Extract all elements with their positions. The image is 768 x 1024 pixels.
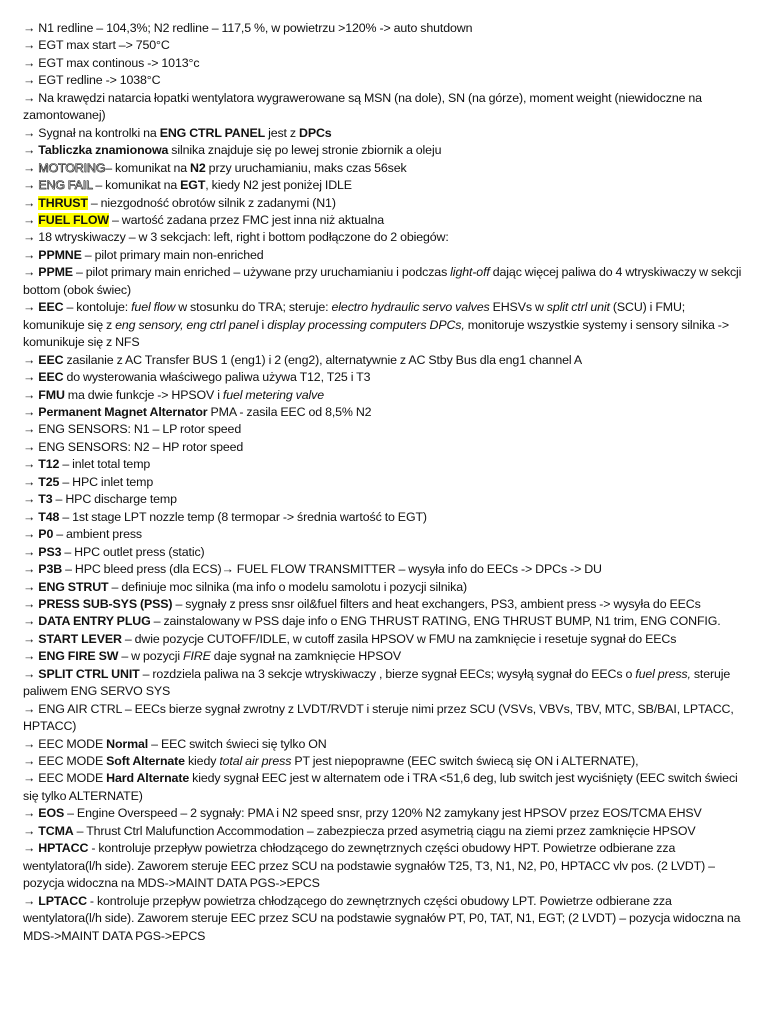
- text-segment: dając więcej paliwa do 4 wtryskiwaczy w sekcji bottom (obok świec): [23, 265, 742, 297]
- text-segment: (SCU) i FMU; komunikuje się z: [23, 300, 686, 332]
- text-segment: →: [23, 195, 39, 210]
- bold-term: PRESS SUB-SYS (PSS): [38, 596, 173, 611]
- text-segment: →: [23, 527, 39, 542]
- italic-term: fuel press,: [635, 666, 691, 681]
- note-line: [23, 631, 746, 648]
- bold-term: P3B: [38, 562, 63, 577]
- text-segment: →: [23, 893, 39, 908]
- note-line: [23, 893, 746, 945]
- bold-term: EOS: [38, 806, 65, 821]
- text-segment: → N1 redline – 104,3%; N2 redline – 117,5 %, w powietrzu >120% -> auto shutdown: [23, 21, 473, 35]
- text-segment: →: [23, 143, 39, 158]
- text-segment: →: [23, 265, 39, 280]
- text-segment: – HPC discharge temp: [52, 492, 177, 507]
- note-line: [23, 648, 746, 665]
- bold-term: LPTACC: [38, 893, 87, 908]
- italic-term: fuel flow: [131, 300, 176, 315]
- bold-term: START LEVER: [38, 631, 122, 646]
- note-line: [23, 579, 746, 596]
- text-segment: → ENG SENSORS: N2 – HP rotor speed: [23, 439, 244, 454]
- bold-term: EEC: [38, 300, 64, 315]
- text-segment: →: [23, 666, 39, 681]
- text-segment: →: [23, 300, 39, 315]
- bold-term: THRUST: [38, 195, 88, 210]
- text-segment: →: [23, 457, 39, 472]
- text-segment: EHSVs w: [489, 300, 547, 315]
- text-segment: – pilot primary main enriched – używane przy uruchamianiu i podczas: [72, 265, 451, 280]
- text-segment: →: [23, 614, 39, 629]
- note-line: [23, 613, 746, 630]
- bold-term: ENG FIRE SW: [38, 649, 119, 664]
- text-segment: – definiuje moc silnika (ma info o modelu samolotu i pozycji silnika): [108, 579, 468, 594]
- bold-term: ENG CTRL PANEL: [159, 125, 266, 140]
- bold-term: Soft Alternate: [106, 754, 185, 769]
- text-segment: – inlet total temp: [59, 457, 151, 472]
- text-segment: daje sygnał na zamknięcie HPSOV: [210, 649, 402, 664]
- text-segment: w stosunku do TRA; steruje:: [175, 300, 332, 315]
- bold-term: FMU: [38, 387, 65, 402]
- note-line: [23, 247, 746, 264]
- note-line: [23, 701, 746, 736]
- note-line: [23, 456, 746, 473]
- text-segment: →: [23, 579, 39, 594]
- text-segment: → ENG AIR CTRL – EECs bierze sygnał zwrotny z LVDT/RVDT i steruje nimi przez SCU (VSVs, VBVs, TBV, MTC, SB/BAI, LPTACC, HPTACC): [23, 701, 734, 734]
- text-segment: PT jest niepoprawne (EEC switch świecą się ON i ALTERNATE),: [291, 754, 639, 769]
- text-segment: →: [23, 806, 39, 821]
- text-segment: – sygnały z press snsr oil&fuel filters and heat exchangers, PS3, ambient press -> wysyła do EECs: [172, 596, 701, 611]
- text-segment: kiedy: [184, 754, 220, 769]
- text-segment: – EEC switch świeci się tylko ON: [148, 736, 327, 751]
- text-segment: – niezgodność obrotów silnik z zadanymi (N1): [87, 195, 336, 210]
- bold-term: P0: [38, 527, 54, 542]
- bold-term: SPLIT CTRL UNIT: [38, 666, 140, 681]
- italic-term: total air press: [219, 754, 292, 769]
- note-line: [23, 125, 746, 142]
- text-segment: → EEC MODE: [23, 771, 107, 786]
- text-segment: – HPC inlet temp: [59, 474, 154, 489]
- bold-term: Permanent Magnet Alternator: [38, 404, 208, 419]
- text-segment: →: [23, 544, 39, 559]
- bold-term: EEC: [38, 352, 64, 367]
- text-segment: – kontoluje:: [63, 300, 132, 315]
- bold-term: PPMNE: [38, 247, 82, 262]
- note-line: [23, 369, 746, 386]
- text-segment: → EGT redline -> 1038°C: [23, 73, 161, 88]
- note-line: [23, 421, 746, 438]
- text-segment: – dwie pozycje CUTOFF/IDLE, w cutoff zasila HPSOV w FMU na zamknięcie i resetuje sygnał do EECs: [121, 631, 677, 646]
- note-line: [23, 561, 746, 578]
- text-segment: → EEC MODE: [23, 736, 107, 751]
- text-segment: – komunikat na: [105, 160, 191, 175]
- text-segment: kiedy sygnał EEC jest w alternatem ode i TRA <51,6 deg, lub switch jest wyciśnięty (EEC switch świeci się tylko ALTERNATE): [23, 771, 738, 803]
- bold-term: PS3: [38, 544, 62, 559]
- text-segment: steruje paliwem ENG SERVO SYS: [23, 666, 731, 699]
- text-segment: przy uruchamianiu, maks czas 56sek: [205, 160, 407, 175]
- text-segment: ma dwie funkcje -> HPSOV i: [64, 387, 223, 402]
- text-segment: →: [23, 178, 39, 193]
- text-segment: – pilot primary main non-enriched: [81, 247, 264, 262]
- bold-term: ENG STRUT: [38, 579, 109, 594]
- italic-term: eng sensory, eng ctrl panel: [115, 317, 259, 332]
- note-line: [23, 526, 746, 543]
- note-line: [23, 404, 746, 421]
- bold-term: Tabliczka znamionowa: [38, 143, 169, 158]
- text-segment: →: [23, 509, 39, 524]
- text-segment: – zainstalowany w PSS daje info o ENG THRUST RATING, ENG THRUST BUMP, N1 trim, ENG CONFIG.: [150, 614, 721, 629]
- text-segment: →: [23, 352, 39, 367]
- note-line: [23, 823, 746, 840]
- note-line: [23, 439, 746, 456]
- text-segment: – Thrust Ctrl Malufunction Accommodation – zabezpiecza przed asymetrią ciągu na ziemi przez zamknięcie HPSOV: [73, 823, 696, 838]
- text-segment: →: [23, 649, 39, 664]
- outlined-term: ENG FAIL: [38, 178, 93, 193]
- text-segment: →: [23, 596, 39, 611]
- note-line: [23, 509, 746, 526]
- text-segment: – HPC outlet press (static): [61, 544, 205, 559]
- note-line: [23, 264, 746, 299]
- note-line: [23, 160, 746, 177]
- text-segment: →: [23, 631, 39, 646]
- note-line: [23, 840, 746, 892]
- note-line: [23, 753, 746, 770]
- note-line: [23, 20, 746, 37]
- text-segment: →: [23, 247, 39, 262]
- bold-term: FUEL FLOW: [38, 212, 109, 227]
- note-line: [23, 596, 746, 613]
- text-segment: silnika znajduje się po lewej stronie zbiornik a oleju: [168, 143, 442, 158]
- note-line: [23, 55, 746, 72]
- text-segment: → EEC MODE: [23, 754, 107, 769]
- text-segment: → ENG SENSORS: N1 – LP rotor speed: [23, 422, 242, 437]
- text-segment: → Sygnał na kontrolki na: [23, 125, 160, 140]
- bold-term: TCMA: [38, 823, 74, 838]
- text-segment: jest z: [265, 125, 299, 140]
- text-segment: →: [23, 841, 39, 856]
- text-segment: – w pozycji: [118, 649, 184, 664]
- text-segment: , kiedy N2 jest poniżej IDLE: [205, 178, 352, 193]
- bold-term: Hard Alternate: [106, 771, 190, 786]
- bold-term: EEC: [38, 370, 64, 385]
- italic-term: FIRE: [183, 649, 211, 664]
- bold-term: DATA ENTRY PLUG: [38, 614, 151, 629]
- text-segment: → Na krawędzi natarcia łopatki wentylatora wygrawerowane są MSN (na dole), SN (na górze), moment weight (niewidoczne na zamontowanej): [23, 90, 702, 123]
- text-segment: → EGT max continous -> 1013°c: [23, 55, 200, 70]
- note-line: [23, 474, 746, 491]
- note-line: [23, 770, 746, 805]
- bold-term: T12: [38, 457, 60, 472]
- text-segment: - kontroluje przepływ powietrza chłodzącego do zewnętrznych części obudowy LPT. Powietrze odbierane zza wentylatora(l/h side). Zaworem steruje EEC przez SCU na podstawie sygnałów PT, P0, TAT, N1, EGT; (2 LVDT) – pozycja widoczna na MDS->MAINT DATA PGS->EPCS: [23, 893, 741, 943]
- note-line: [23, 544, 746, 561]
- bold-term: T25: [38, 474, 60, 489]
- text-segment: zasilanie z AC Transfer BUS 1 (eng1) i 2 (eng2), alternatywnie z AC Stby Bus dla eng1 channel A: [63, 352, 583, 367]
- text-segment: →: [23, 823, 39, 838]
- text-segment: – ambient press: [53, 527, 142, 542]
- bold-term: T48: [38, 509, 60, 524]
- note-line: [23, 387, 746, 404]
- note-line: [23, 666, 746, 701]
- text-segment: – Engine Overspeed – 2 sygnały: PMA i N2 speed snsr, przy 120% N2 zamykany jest HPSOV przez EOS/TCMA EHSV: [64, 806, 702, 821]
- text-segment: →: [23, 562, 39, 577]
- note-line: [23, 299, 746, 351]
- text-segment: → EGT max start –> 750°C: [23, 38, 170, 53]
- bold-term: HPTACC: [38, 841, 89, 856]
- bold-term: T3: [38, 492, 53, 507]
- bold-term: EGT: [180, 178, 206, 193]
- note-line: [23, 195, 746, 212]
- italic-term: light-off: [450, 265, 490, 280]
- italic-term: electro hydraulic servo valves: [331, 300, 490, 315]
- note-line: [23, 736, 746, 753]
- note-line: [23, 491, 746, 508]
- bold-term: DPCs: [299, 125, 332, 140]
- note-line: [23, 229, 746, 246]
- text-segment: PMA - zasila EEC od 8,5% N2: [207, 404, 372, 419]
- note-line: [23, 212, 746, 229]
- text-segment: →: [23, 474, 39, 489]
- text-segment: →: [23, 160, 39, 175]
- note-line: [23, 177, 746, 194]
- italic-term: fuel metering valve: [222, 387, 324, 402]
- text-segment: – komunikat na: [92, 178, 181, 193]
- text-segment: – wartość zadana przez FMC jest inna niż aktualna: [108, 212, 385, 227]
- note-line: [23, 37, 746, 54]
- text-segment: – 1st stage LPT nozzle temp (8 termopar -> średnia wartość to EGT): [59, 509, 427, 524]
- note-line: [23, 805, 746, 822]
- text-segment: i: [258, 317, 268, 332]
- text-segment: → 18 wtryskiwaczy – w 3 sekcjach: left, right i bottom podłączone do 2 obiegów:: [23, 230, 449, 245]
- text-segment: →: [23, 492, 39, 507]
- note-line: [23, 72, 746, 89]
- bold-term: Normal: [106, 736, 149, 751]
- text-segment: – rozdziela paliwa na 3 sekcje wtryskiwaczy , bierze sygnał EECs; wysyłą sygnał do EECs o: [139, 666, 636, 681]
- note-line: [23, 352, 746, 369]
- italic-term: split ctrl unit: [546, 300, 610, 315]
- note-line: [23, 90, 746, 125]
- note-line: [23, 142, 746, 159]
- text-segment: →: [23, 370, 39, 385]
- text-segment: do wysterowania właściwego paliwa używa T12, T25 i T3: [63, 370, 371, 385]
- italic-term: display processing computers DPCs,: [267, 317, 465, 332]
- text-segment: →: [23, 404, 39, 419]
- bold-term: N2: [190, 160, 206, 175]
- text-segment: →: [23, 387, 39, 402]
- text-segment: – HPC bleed press (dla ECS)→ FUEL FLOW TRANSMITTER – wysyła info do EECs -> DPCs -> DU: [62, 562, 602, 577]
- text-segment: →: [23, 212, 39, 227]
- text-segment: monitoruje wszystkie systemy i sensory silnika -> komunikuje się z NFS: [23, 317, 729, 350]
- text-segment: - kontroluje przepływ powietrza chłodzącego do zewnętrznych części obudowy HPT. Powietrze odbierane zza wentylatora(l/h side). Zaworem steruje EEC przez SCU na podstawie sygnałów T25, T3, N1, N2, P0, HPTACC vlv pos. (2 LVDT) – pozycja widoczna na MDS->MAINT DATA PGS->EPCS: [23, 841, 715, 891]
- bold-term: PPME: [38, 265, 73, 280]
- outlined-term: MOTORING: [38, 160, 106, 175]
